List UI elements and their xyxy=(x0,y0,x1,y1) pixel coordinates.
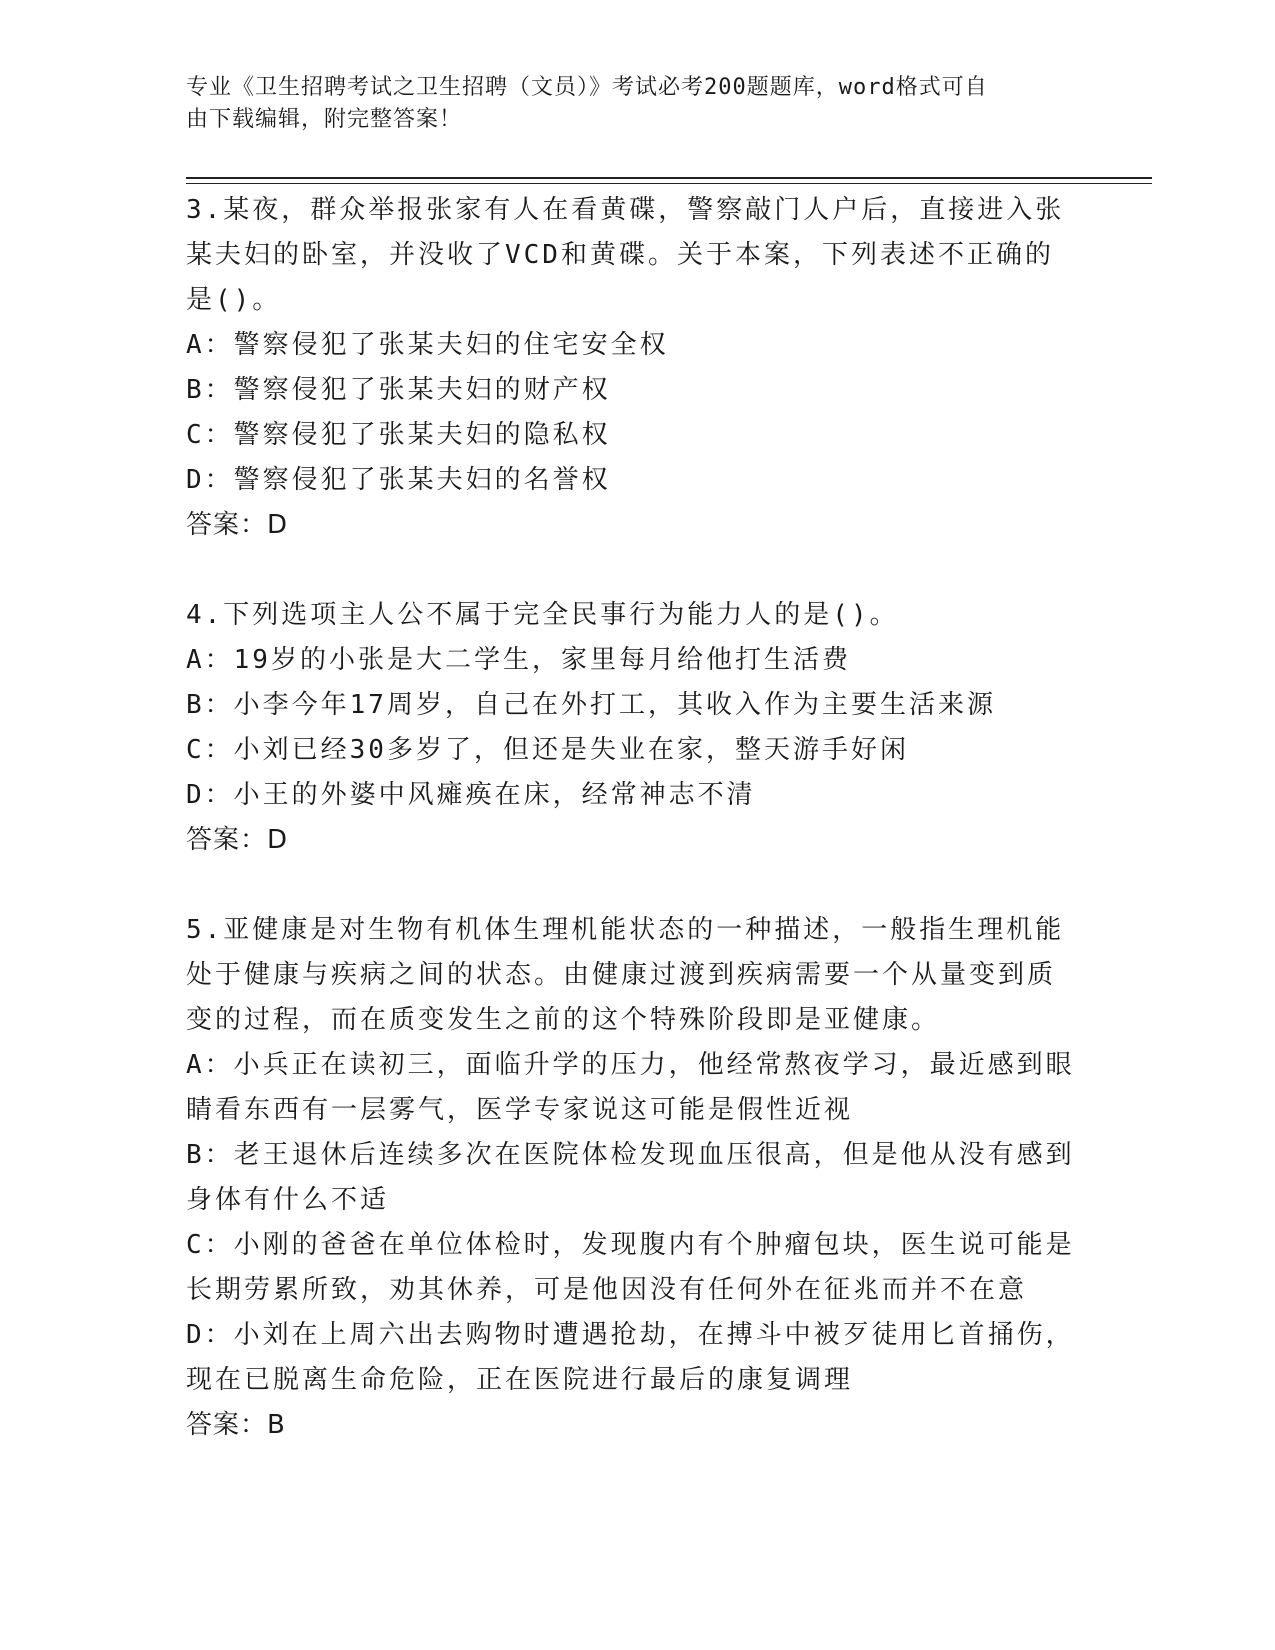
question-item xyxy=(186,188,1086,548)
option-c: C：小刚的爸爸在单位体检时，发现腹内有个肿瘤包块，医生说可能是 长期劳累所致，劝其休养，可是他因没有任何外在征兆而并不在意 xyxy=(186,1230,1075,1305)
document-header: 专业《卫生招聘考试之卫生招聘（文员）》考试必考200题题库，word格式可自 由下载编辑，附完整答案！ xyxy=(186,75,988,132)
option-c: C：警察侵犯了张某夫妇的隐私权 xyxy=(186,420,611,450)
question-stem: 4.下列选项主人公不属于完全民事行为能力人的是()。 xyxy=(186,600,899,630)
header-divider xyxy=(186,177,1152,179)
option-a: A：警察侵犯了张某夫妇的住宅安全权 xyxy=(186,330,669,360)
option-d: D：小刘在上周六出去购物时遭遇抢劫，在搏斗中被歹徒用匕首捅伤， 现在已脱离生命危险，正在医院进行最后的康复调理 xyxy=(186,1320,1075,1395)
question-stem: 5.亚健康是对生物有机体生理机能状态的一种描述，一般指生理机能 处于健康与疾病之间的状态。由健康过渡到疾病需要一个从量变到质 变的过程，而在质变发生之前的这个特殊阶段即是亚健康。 xyxy=(186,915,1065,1035)
option-b: B：警察侵犯了张某夫妇的财产权 xyxy=(186,375,611,405)
answer-line: 答案：B xyxy=(186,1410,286,1440)
option-a: A：19岁的小张是大二学生，家里每月给他打生活费 xyxy=(186,645,851,675)
question-item xyxy=(186,593,1086,863)
option-b: B：老王退休后连续多次在医院体检发现血压很高，但是他从没有感到 身体有什么不适 xyxy=(186,1140,1075,1215)
answer-line: 答案：D xyxy=(186,825,289,855)
answer-line: 答案：D xyxy=(186,510,289,540)
question-stem: 3.某夜，群众举报张家有人在看黄碟，警察敲门人户后，直接进入张 某夫妇的卧室，并没收了VCD和黄碟。关于本案，下列表述不正确的 是()。 xyxy=(186,195,1065,315)
question-item xyxy=(186,908,1086,1448)
option-a: A：小兵正在读初三，面临升学的压力，他经常熬夜学习，最近感到眼 睛看东西有一层雾气，医学专家说这可能是假性近视 xyxy=(186,1050,1075,1125)
option-d: D：小王的外婆中风瘫痪在床，经常神志不清 xyxy=(186,780,756,810)
option-d: D：警察侵犯了张某夫妇的名誉权 xyxy=(186,465,611,495)
question-list xyxy=(186,188,1086,1448)
option-c: C：小刘已经30多岁了，但还是失业在家，整天游手好闲 xyxy=(186,735,909,765)
header-divider-thin xyxy=(186,183,1152,184)
option-b: B：小李今年17周岁，自己在外打工，其收入作为主要生活来源 xyxy=(186,690,996,720)
